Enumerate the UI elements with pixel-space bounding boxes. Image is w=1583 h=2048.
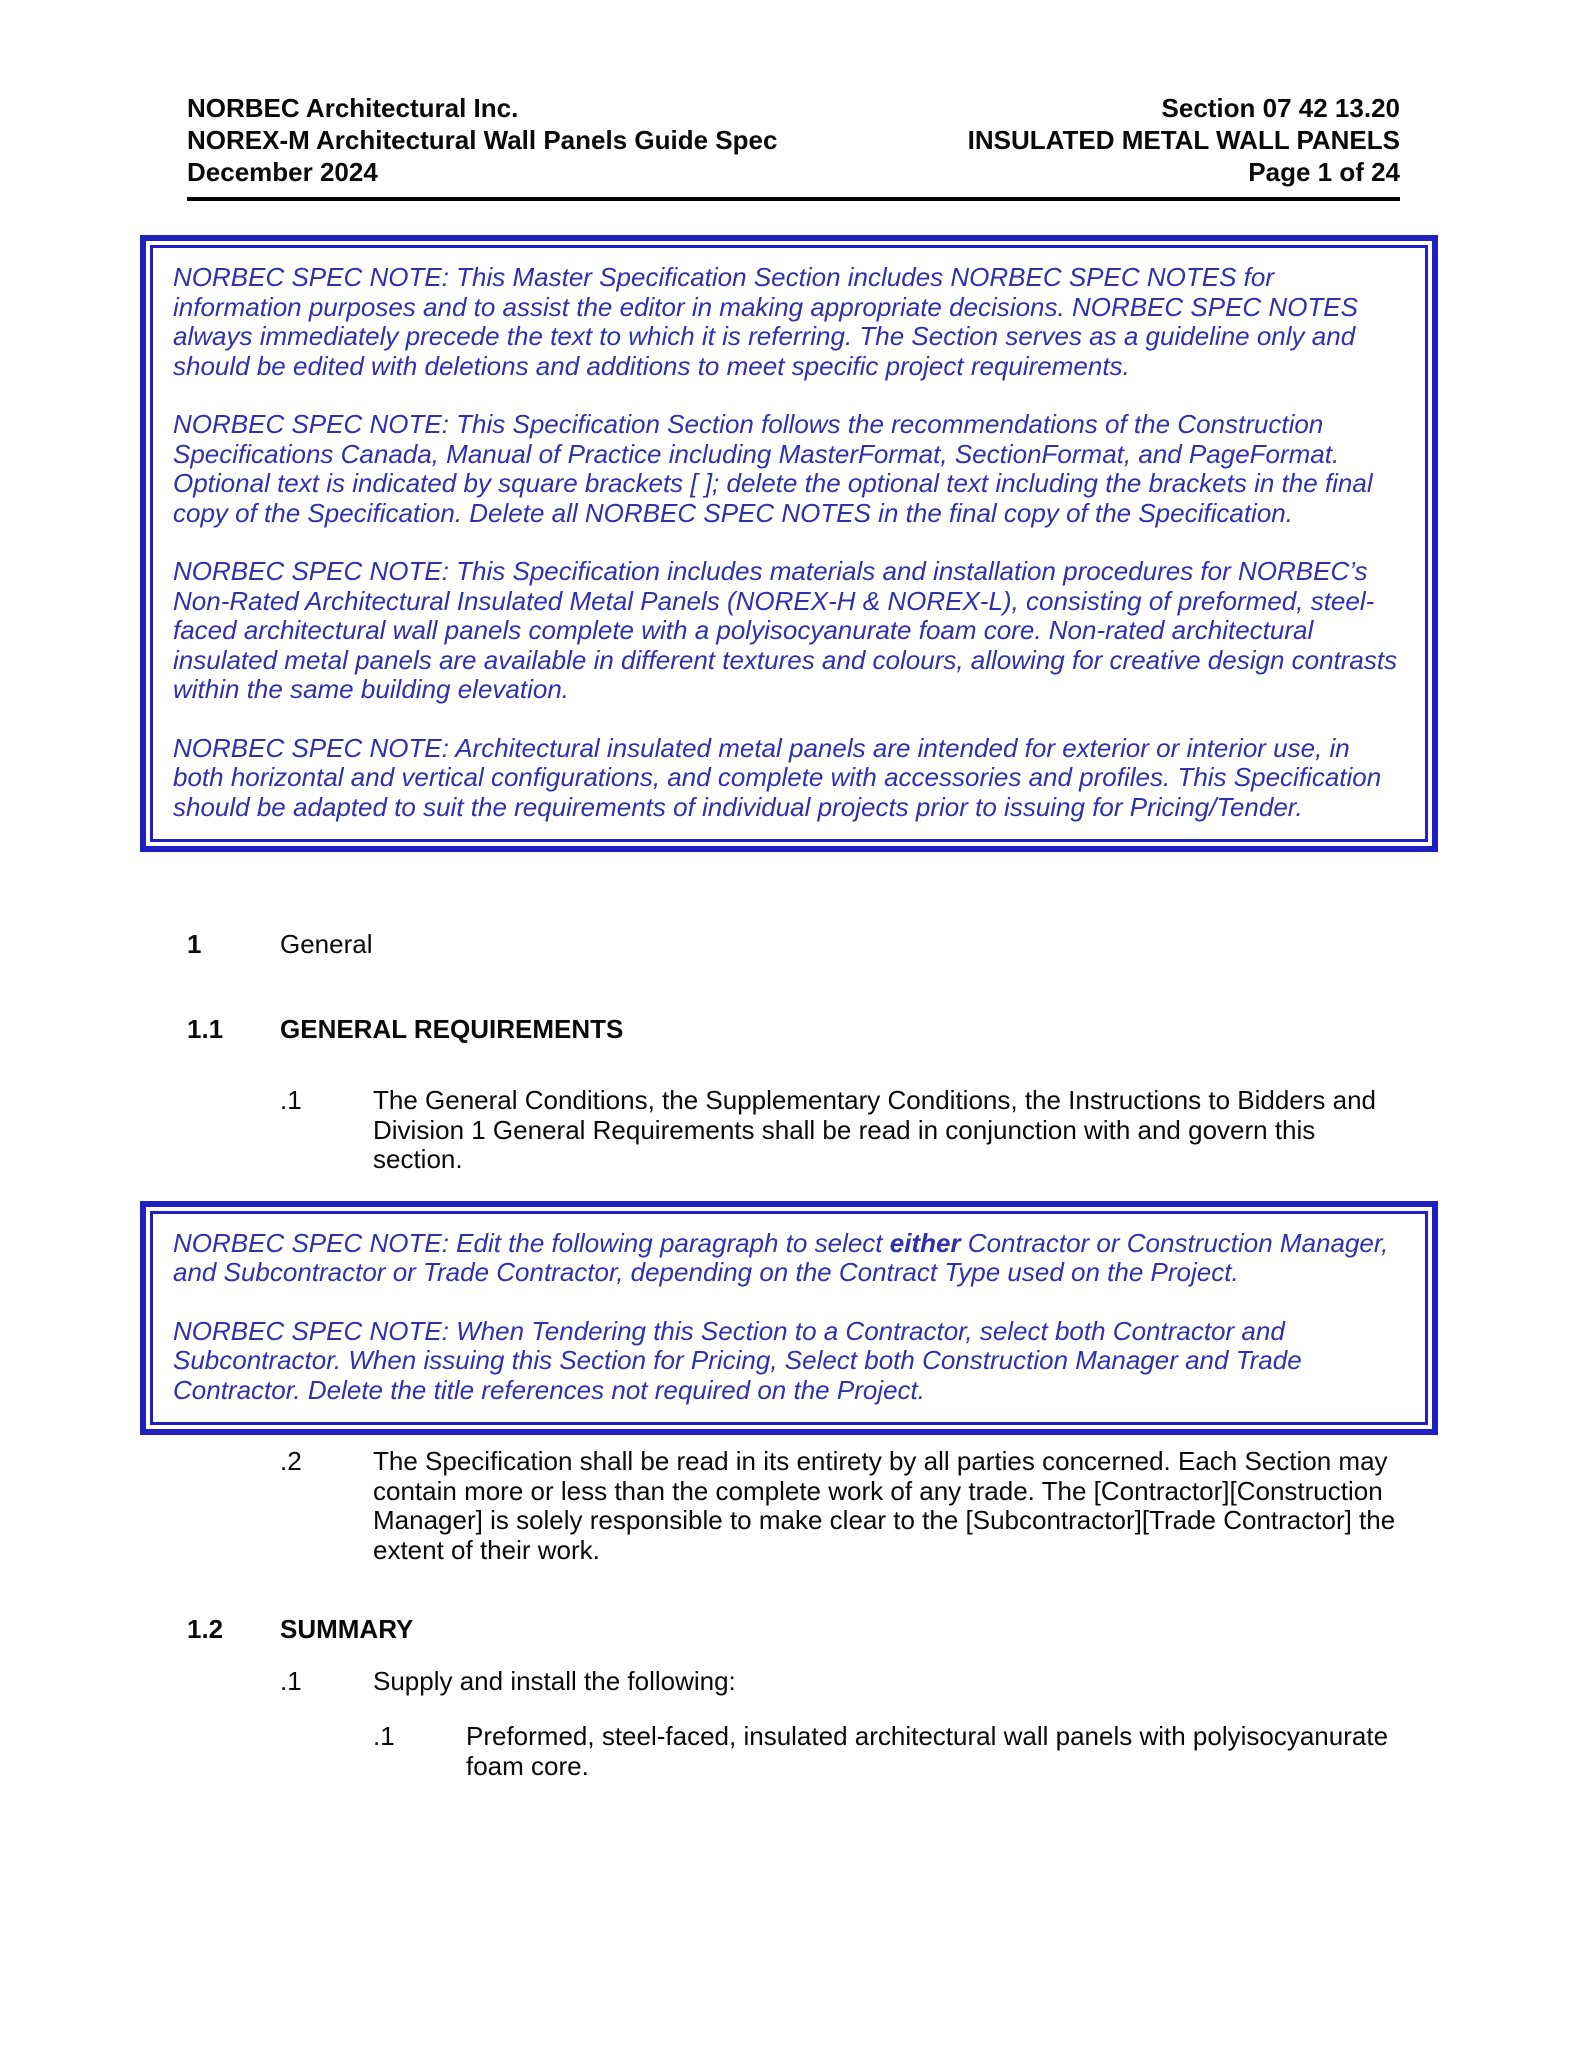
- spec-note-bold-word: either: [889, 1227, 961, 1258]
- page-number: Page 1 of 24: [1248, 157, 1400, 187]
- clause-1-1-1-number: .1: [280, 1085, 302, 1115]
- spec-note-box-2: [140, 1201, 1438, 1436]
- spec-note-paragraph: NORBEC SPEC NOTE: Architectural insulated metal panels are intended for exterior or interior use, in both horizontal and vertical configurations, and complete with accessories and profiles. This Specification should be adapted to suit the requirements of individual projects prior to issuing for Pricing/Tender.: [173, 732, 1382, 822]
- article-1-title: General: [280, 929, 373, 959]
- document-body: [187, 930, 1400, 1175]
- clause-1-2-1-1-text: Preformed, steel-faced, insulated architectural wall panels with polyisocyanurate foam core.: [466, 1721, 1389, 1781]
- clause-1-2-1-1-number: .1: [373, 1721, 395, 1751]
- document-title: NOREX-M Architectural Wall Panels Guide Spec: [187, 125, 778, 155]
- clause-1-1-1: [280, 1086, 1400, 1175]
- document-date: December 2024: [187, 157, 378, 187]
- clause-1-1-2: [280, 1447, 1400, 1565]
- spec-note-paragraph: NORBEC SPEC NOTE: This Master Specification Section includes NORBEC SPEC NOTES for information purposes and to assist the editor in making appropriate decisions. NORBEC SPEC NOTES always immediately precede the text to which it is referring. The Section serves as a guideline only and should be edited with deletions and additions to meet specific project requirements.: [173, 262, 1358, 381]
- article-1: [187, 930, 1400, 960]
- spec-note-paragraph: NORBEC SPEC NOTE: When Tendering this Section to a Contractor, select both Contractor and Subcontractor. When issuing this Section for Pricing, Select both Construction Manager and Trade Contractor. Delete the title references not required on the Project.: [173, 1315, 1302, 1405]
- spec-note-text-before-bold: NORBEC SPEC NOTE: Edit the following paragraph to select: [173, 1227, 890, 1258]
- spec-note-paragraph: NORBEC SPEC NOTE: This Specification includes materials and installation procedures for NORBEC’s Non-Rated Architectural Insulated Metal Panels (NOREX-H & NOREX-L), consisting of preformed, steel-faced architectural wall panels complete with a polyisocyanurate foam core. Non-rated architectural insulated metal panels are available in different textures and colours, allowing for creative design contrasts within the same building elevation.: [173, 556, 1398, 704]
- spec-note-box-1: [140, 235, 1438, 852]
- spec-note-paragraph: NORBEC SPEC NOTE: This Specification Section follows the recommendations of the Construction Specifications Canada, Manual of Practice including MasterFormat, SectionFormat, and PageFormat. Optional text is indicated by square brackets [ ]; delete the optional text including the brackets in the final copy of the Specification. Delete all NORBEC SPEC NOTES in the final copy of the Specification.: [173, 409, 1373, 528]
- section-number: Section 07 42 13.20: [1161, 93, 1400, 123]
- spec-note-paragraph: [173, 1229, 1399, 1288]
- article-1-1-title: GENERAL REQUIREMENTS: [280, 1013, 624, 1044]
- header-left-block: [187, 92, 777, 188]
- article-1-2-number: 1.2: [187, 1614, 224, 1644]
- article-1-1-number: 1.1: [187, 1013, 224, 1044]
- spec-note-box-1-inner: [150, 245, 1428, 842]
- clause-1-1-2-text: The Specification shall be read in its entirety by all parties concerned. Each Section may contain more or less than the complete work of any trade. The [Contractor][Construction Manager] is solely responsible to make clear to the [Subcontractor][Trade Contractor] the extent of their work.: [373, 1446, 1396, 1565]
- article-1-number: 1: [187, 929, 202, 959]
- header-right-block: [968, 92, 1400, 188]
- article-1-2-title: SUMMARY: [280, 1614, 414, 1644]
- document-header: [187, 92, 1400, 201]
- clause-1-2-1: [280, 1667, 1400, 1697]
- company-name: NORBEC Architectural Inc.: [187, 93, 519, 123]
- article-1-2: [187, 1615, 1400, 1645]
- article-1-1: [187, 1015, 1400, 1045]
- clause-1-1-2-number: .2: [280, 1446, 302, 1476]
- clause-1-2-1-number: .1: [280, 1665, 302, 1696]
- clause-1-2-1-1: [373, 1722, 1400, 1781]
- section-title: INSULATED METAL WALL PANELS: [967, 125, 1400, 155]
- document-body-continued: [187, 1447, 1400, 1781]
- spec-note-text-after-bold: Contractor or Construction Manager, and Subcontractor or Trade Contractor, depending on the Contract Type used on the Project.: [173, 1227, 1389, 1287]
- spec-note-box-2-inner: [150, 1211, 1428, 1426]
- clause-1-1-1-text: The General Conditions, the Supplementary Conditions, the Instructions to Bidders and Division 1 General Requirements shall be read in conjunction with and govern this section.: [373, 1085, 1377, 1174]
- clause-1-2-1-text: Supply and install the following:: [373, 1665, 736, 1696]
